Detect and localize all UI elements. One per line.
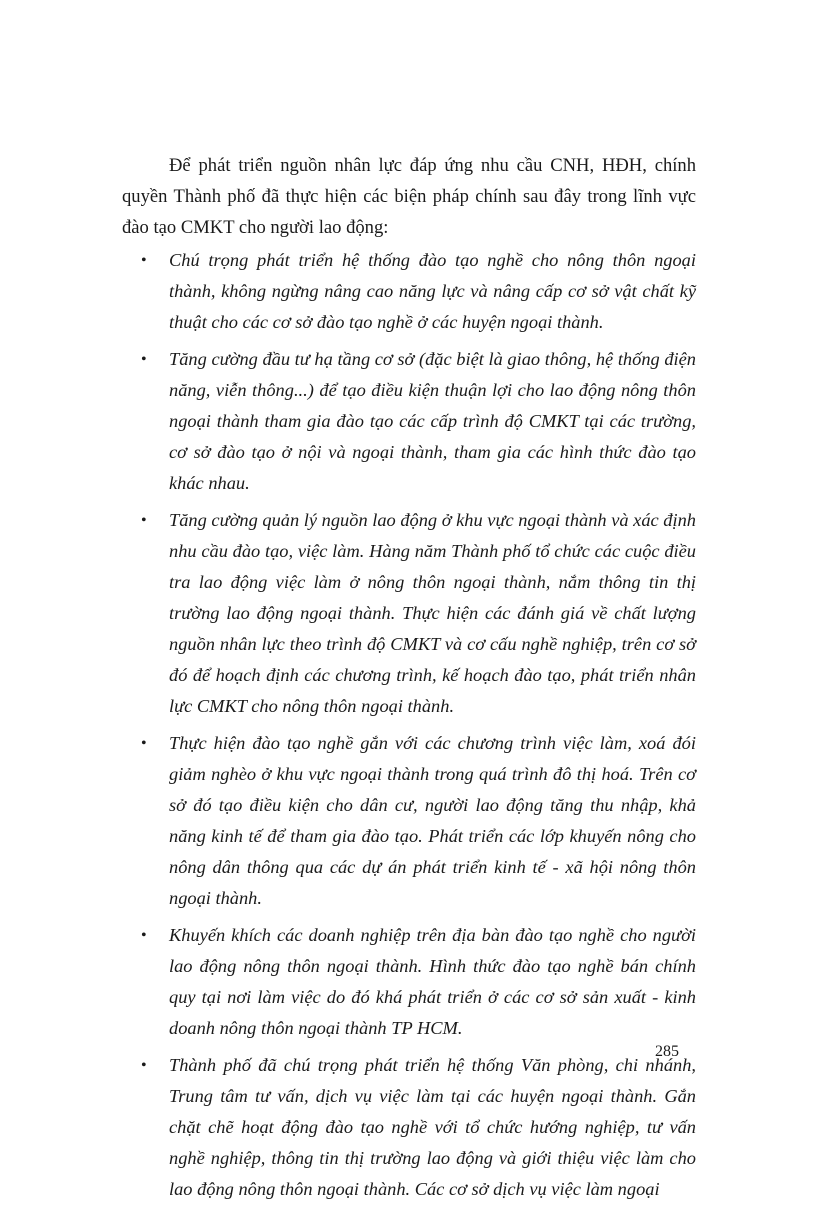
list-item-text: Tăng cường quản lý nguồn lao động ở khu vực ngoại thành và xác định nhu cầu đào tạo, việc làm. Hàng năm Thành phố tổ chức các cuộc điều tra lao động việc làm ở nông thôn ngoại thành, nắm thông tin thị trường lao động ngoại thành. Thực hiện các đánh giá về chất lượng nguồn nhân lực theo trình độ CMKT và cơ cấu nghề nghiệp, trên cơ sở đó để hoạch định các chương trình, kế hoạch đào tạo, phát triển nhân lực CMKT cho nông thôn ngoại thành.: [169, 510, 696, 716]
bullet-icon: •: [141, 252, 147, 269]
list-item-text: Thực hiện đào tạo nghề gắn với các chương trình việc làm, xoá đói giảm nghèo ở khu vực ngoại thành trong quá trình đô thị hoá. Trên cơ sở đó tạo điều kiện cho dân cư, người lao động tăng thu nhập, khả năng kinh tế để tham gia đào tạo. Phát triển các lớp khuyến nông cho nông dân thông qua các dự án phát triển kinh tế - xã hội nông thôn ngoại thành.: [169, 733, 696, 908]
list-item: [122, 1050, 696, 1205]
list-item-text: Tăng cường đầu tư hạ tầng cơ sở (đặc biệt là giao thông, hệ thống điện năng, viễn thông...) để tạo điều kiện thuận lợi cho lao động nông thôn ngoại thành tham gia đào tạo các cấp trình độ CMKT tại các trường, cơ sở đào tạo ở nội và ngoại thành, tham gia các hình thức đào tạo khác nhau.: [169, 349, 696, 493]
list-item-text: Khuyến khích các doanh nghiệp trên địa bàn đào tạo nghề cho người lao động nông thôn ngoại thành. Hình thức đào tạo nghề bán chính quy tại nơi làm việc do đó khá phát triển ở các cơ sở sản xuất - kinh doanh nông thôn ngoại thành TP HCM.: [169, 925, 696, 1038]
list-item-text: Thành phố đã chú trọng phát triển hệ thống Văn phòng, chi nhánh, Trung tâm tư vấn, dịch vụ việc làm tại các huyện ngoại thành. Gắn chặt chẽ hoạt động đào tạo nghề với tổ chức hướng nghiệp, tư vấn nghề nghiệp, thông tin thị trường lao động và giới thiệu việc làm cho lao động nông thôn ngoại thành. Các cơ sở dịch vụ việc làm ngoại: [169, 1055, 696, 1199]
list-item-text: Chú trọng phát triển hệ thống đào tạo nghề cho nông thôn ngoại thành, không ngừng nâng cao năng lực và nâng cấp cơ sở vật chất kỹ thuật cho các cơ sở đào tạo nghề ở các huyện ngoại thành.: [169, 250, 696, 332]
bullet-icon: •: [141, 735, 147, 752]
bullet-icon: •: [141, 512, 147, 529]
list-item: [122, 344, 696, 499]
list-item: [122, 920, 696, 1044]
list-item: [122, 728, 696, 914]
list-item: [122, 245, 696, 338]
document-page: [122, 150, 696, 1211]
bullet-icon: •: [141, 351, 147, 368]
measures-list: [122, 245, 696, 1205]
bullet-icon: •: [141, 927, 147, 944]
intro-paragraph: Để phát triển nguồn nhân lực đáp ứng nhu cầu CNH, HĐH, chính quyền Thành phố đã thực hiện các biện pháp chính sau đây trong lĩnh vực đào tạo CMKT cho người lao động:: [122, 155, 696, 238]
list-item: [122, 505, 696, 722]
page-number: 285: [655, 1043, 679, 1060]
bullet-icon: •: [141, 1057, 147, 1074]
